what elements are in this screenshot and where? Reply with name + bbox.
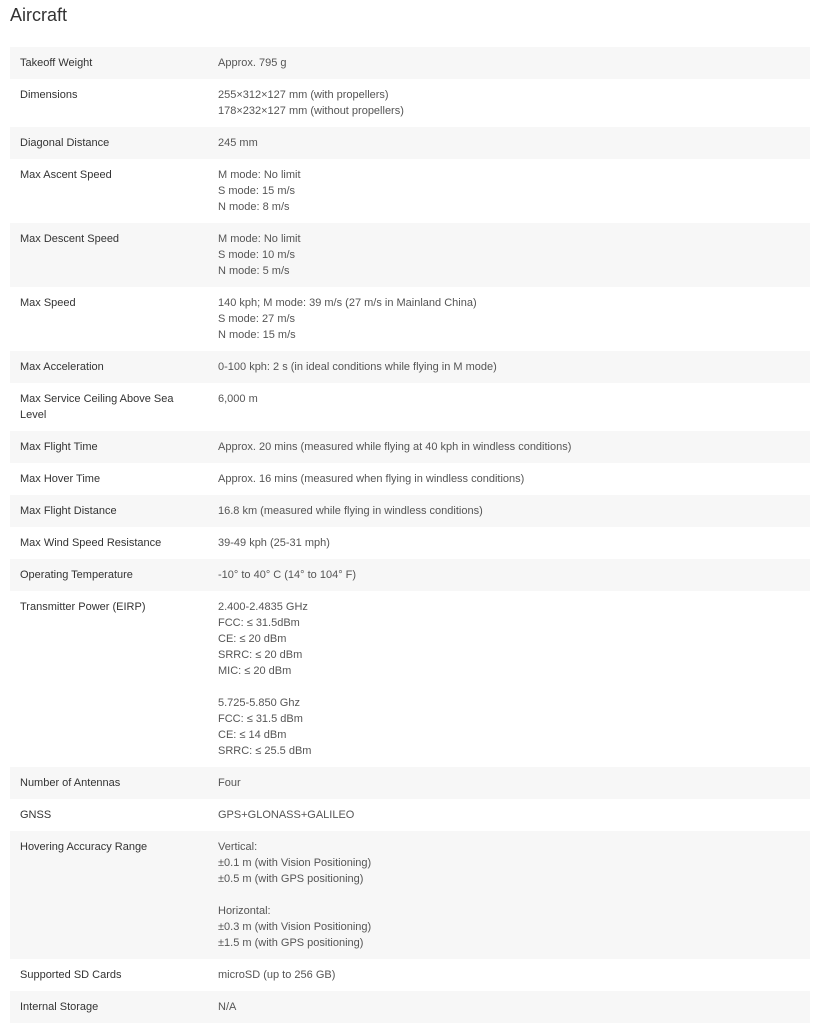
spec-value	[208, 463, 810, 495]
spec-value-line: 0-100 kph: 2 s (in ideal conditions while flying in M mode)	[218, 361, 497, 373]
spec-label: Internal Storage	[10, 991, 208, 1023]
spec-label: Max Service Ceiling Above Sea Level	[20, 393, 174, 421]
spec-value	[208, 351, 810, 383]
spec-value-line: Vertical:	[218, 841, 258, 853]
spec-value-line: 245 mm	[218, 137, 258, 149]
spec-value	[208, 831, 810, 959]
spec-row	[10, 383, 810, 431]
spec-value-line: ±0.5 m (with GPS positioning)	[218, 873, 364, 885]
spec-row	[10, 591, 810, 767]
spec-label: Takeoff Weight	[10, 47, 208, 79]
spec-value	[208, 431, 810, 463]
spec-row	[10, 127, 810, 159]
spec-value-line: 16.8 km (measured while flying in windless conditions)	[218, 505, 483, 517]
spec-row	[10, 463, 810, 495]
spec-row	[10, 495, 810, 527]
spec-value	[208, 127, 810, 159]
spec-value-line: CE: ≤ 14 dBm	[218, 729, 287, 741]
spec-label: GNSS	[20, 809, 52, 821]
spec-label: Max Hover Time	[20, 473, 101, 485]
spec-value-line: S mode: 15 m/s	[218, 185, 296, 197]
spec-value-line: 5.725-5.850 Ghz	[218, 697, 300, 709]
spec-value	[208, 959, 810, 991]
spec-value	[208, 287, 810, 351]
spec-value-line: M mode: No limit	[218, 233, 301, 245]
spec-label: Max Acceleration	[10, 351, 208, 383]
spec-value	[208, 79, 810, 127]
spec-value-line: SRRC: ≤ 20 dBm	[218, 649, 303, 661]
spec-label: Max Wind Speed Resistance	[20, 537, 162, 549]
spec-value	[208, 47, 810, 79]
spec-row	[10, 559, 810, 591]
spec-label: Max Flight Time	[10, 431, 208, 463]
spec-value-line: microSD (up to 256 GB)	[218, 969, 336, 981]
spec-label: Number of Antennas	[10, 767, 208, 799]
spec-label: Transmitter Power (EIRP)	[20, 601, 146, 613]
spec-value-line: 2.400-2.4835 GHz	[218, 601, 308, 613]
spec-value-line: 255×312×127 mm (with propellers)	[218, 89, 389, 101]
spec-value-line: N mode: 5 m/s	[218, 265, 290, 277]
spec-value-line: 140 kph; M mode: 39 m/s (27 m/s in Mainland China)	[218, 297, 477, 309]
spec-value-line: MIC: ≤ 20 dBm	[218, 665, 292, 677]
spec-label: Diagonal Distance	[10, 127, 208, 159]
spec-row	[10, 831, 810, 959]
spec-label: Max Speed	[20, 297, 76, 309]
spec-value	[208, 383, 810, 431]
spec-value-line: SRRC: ≤ 25.5 dBm	[218, 745, 312, 757]
spec-label: Supported SD Cards	[20, 969, 122, 981]
spec-value-line: N mode: 15 m/s	[218, 329, 296, 341]
spec-label: Max Descent Speed	[10, 223, 208, 287]
spec-label: Max Flight Distance	[10, 495, 208, 527]
spec-value	[208, 799, 810, 831]
spec-value-line: 178×232×127 mm (without propellers)	[218, 105, 404, 117]
spec-value-line: N mode: 8 m/s	[218, 201, 290, 213]
spec-label: Operating Temperature	[10, 559, 208, 591]
spec-value-line	[218, 887, 800, 903]
spec-value-line: Approx. 16 mins (measured when flying in windless conditions)	[218, 473, 525, 485]
spec-row	[10, 527, 810, 559]
spec-value-line: Approx. 20 mins (measured while flying at 40 kph in windless conditions)	[218, 441, 572, 453]
spec-value	[208, 991, 810, 1023]
spec-value-line: M mode: No limit	[218, 169, 301, 181]
spec-row	[10, 959, 810, 991]
spec-value	[208, 495, 810, 527]
spec-value-line: Approx. 795 g	[218, 57, 287, 69]
spec-table-body	[10, 47, 810, 1023]
spec-value-line: GPS+GLONASS+GALILEO	[218, 809, 355, 821]
spec-row	[10, 431, 810, 463]
spec-value-line: ±1.5 m (with GPS positioning)	[218, 937, 364, 949]
spec-label: Dimensions	[20, 89, 78, 101]
spec-row	[10, 767, 810, 799]
spec-value	[208, 591, 810, 767]
spec-value-line: Four	[218, 777, 241, 789]
spec-value	[208, 223, 810, 287]
spec-row	[10, 991, 810, 1023]
spec-value	[208, 767, 810, 799]
spec-table	[10, 47, 810, 1023]
spec-value-line: Horizontal:	[218, 905, 271, 917]
spec-row	[10, 79, 810, 127]
spec-row	[10, 287, 810, 351]
spec-value-line: 39-49 kph (25-31 mph)	[218, 537, 330, 549]
spec-row	[10, 47, 810, 79]
spec-value-line: -10° to 40° C (14° to 104° F)	[218, 569, 357, 581]
spec-value-line	[218, 407, 800, 423]
spec-value-line: ±0.1 m (with Vision Positioning)	[218, 857, 372, 869]
spec-value-line: ±0.3 m (with Vision Positioning)	[218, 921, 372, 933]
section-title: Aircraft	[10, 5, 68, 25]
spec-value-line: FCC: ≤ 31.5 dBm	[218, 713, 303, 725]
spec-value	[208, 559, 810, 591]
spec-value-line: S mode: 10 m/s	[218, 249, 296, 261]
spec-value	[208, 527, 810, 559]
spec-row	[10, 799, 810, 831]
spec-label: Max Ascent Speed	[20, 169, 112, 181]
spec-value-line: S mode: 27 m/s	[218, 313, 296, 325]
spec-row	[10, 159, 810, 223]
spec-value-line: N/A	[218, 1001, 237, 1013]
spec-value-line: CE: ≤ 20 dBm	[218, 633, 287, 645]
spec-label: Hovering Accuracy Range	[10, 831, 208, 959]
spec-row	[10, 351, 810, 383]
spec-value-line	[218, 679, 800, 695]
spec-value	[208, 159, 810, 223]
spec-row	[10, 223, 810, 287]
spec-value-line: 6,000 m	[218, 393, 258, 405]
spec-value-line: FCC: ≤ 31.5dBm	[218, 617, 300, 629]
